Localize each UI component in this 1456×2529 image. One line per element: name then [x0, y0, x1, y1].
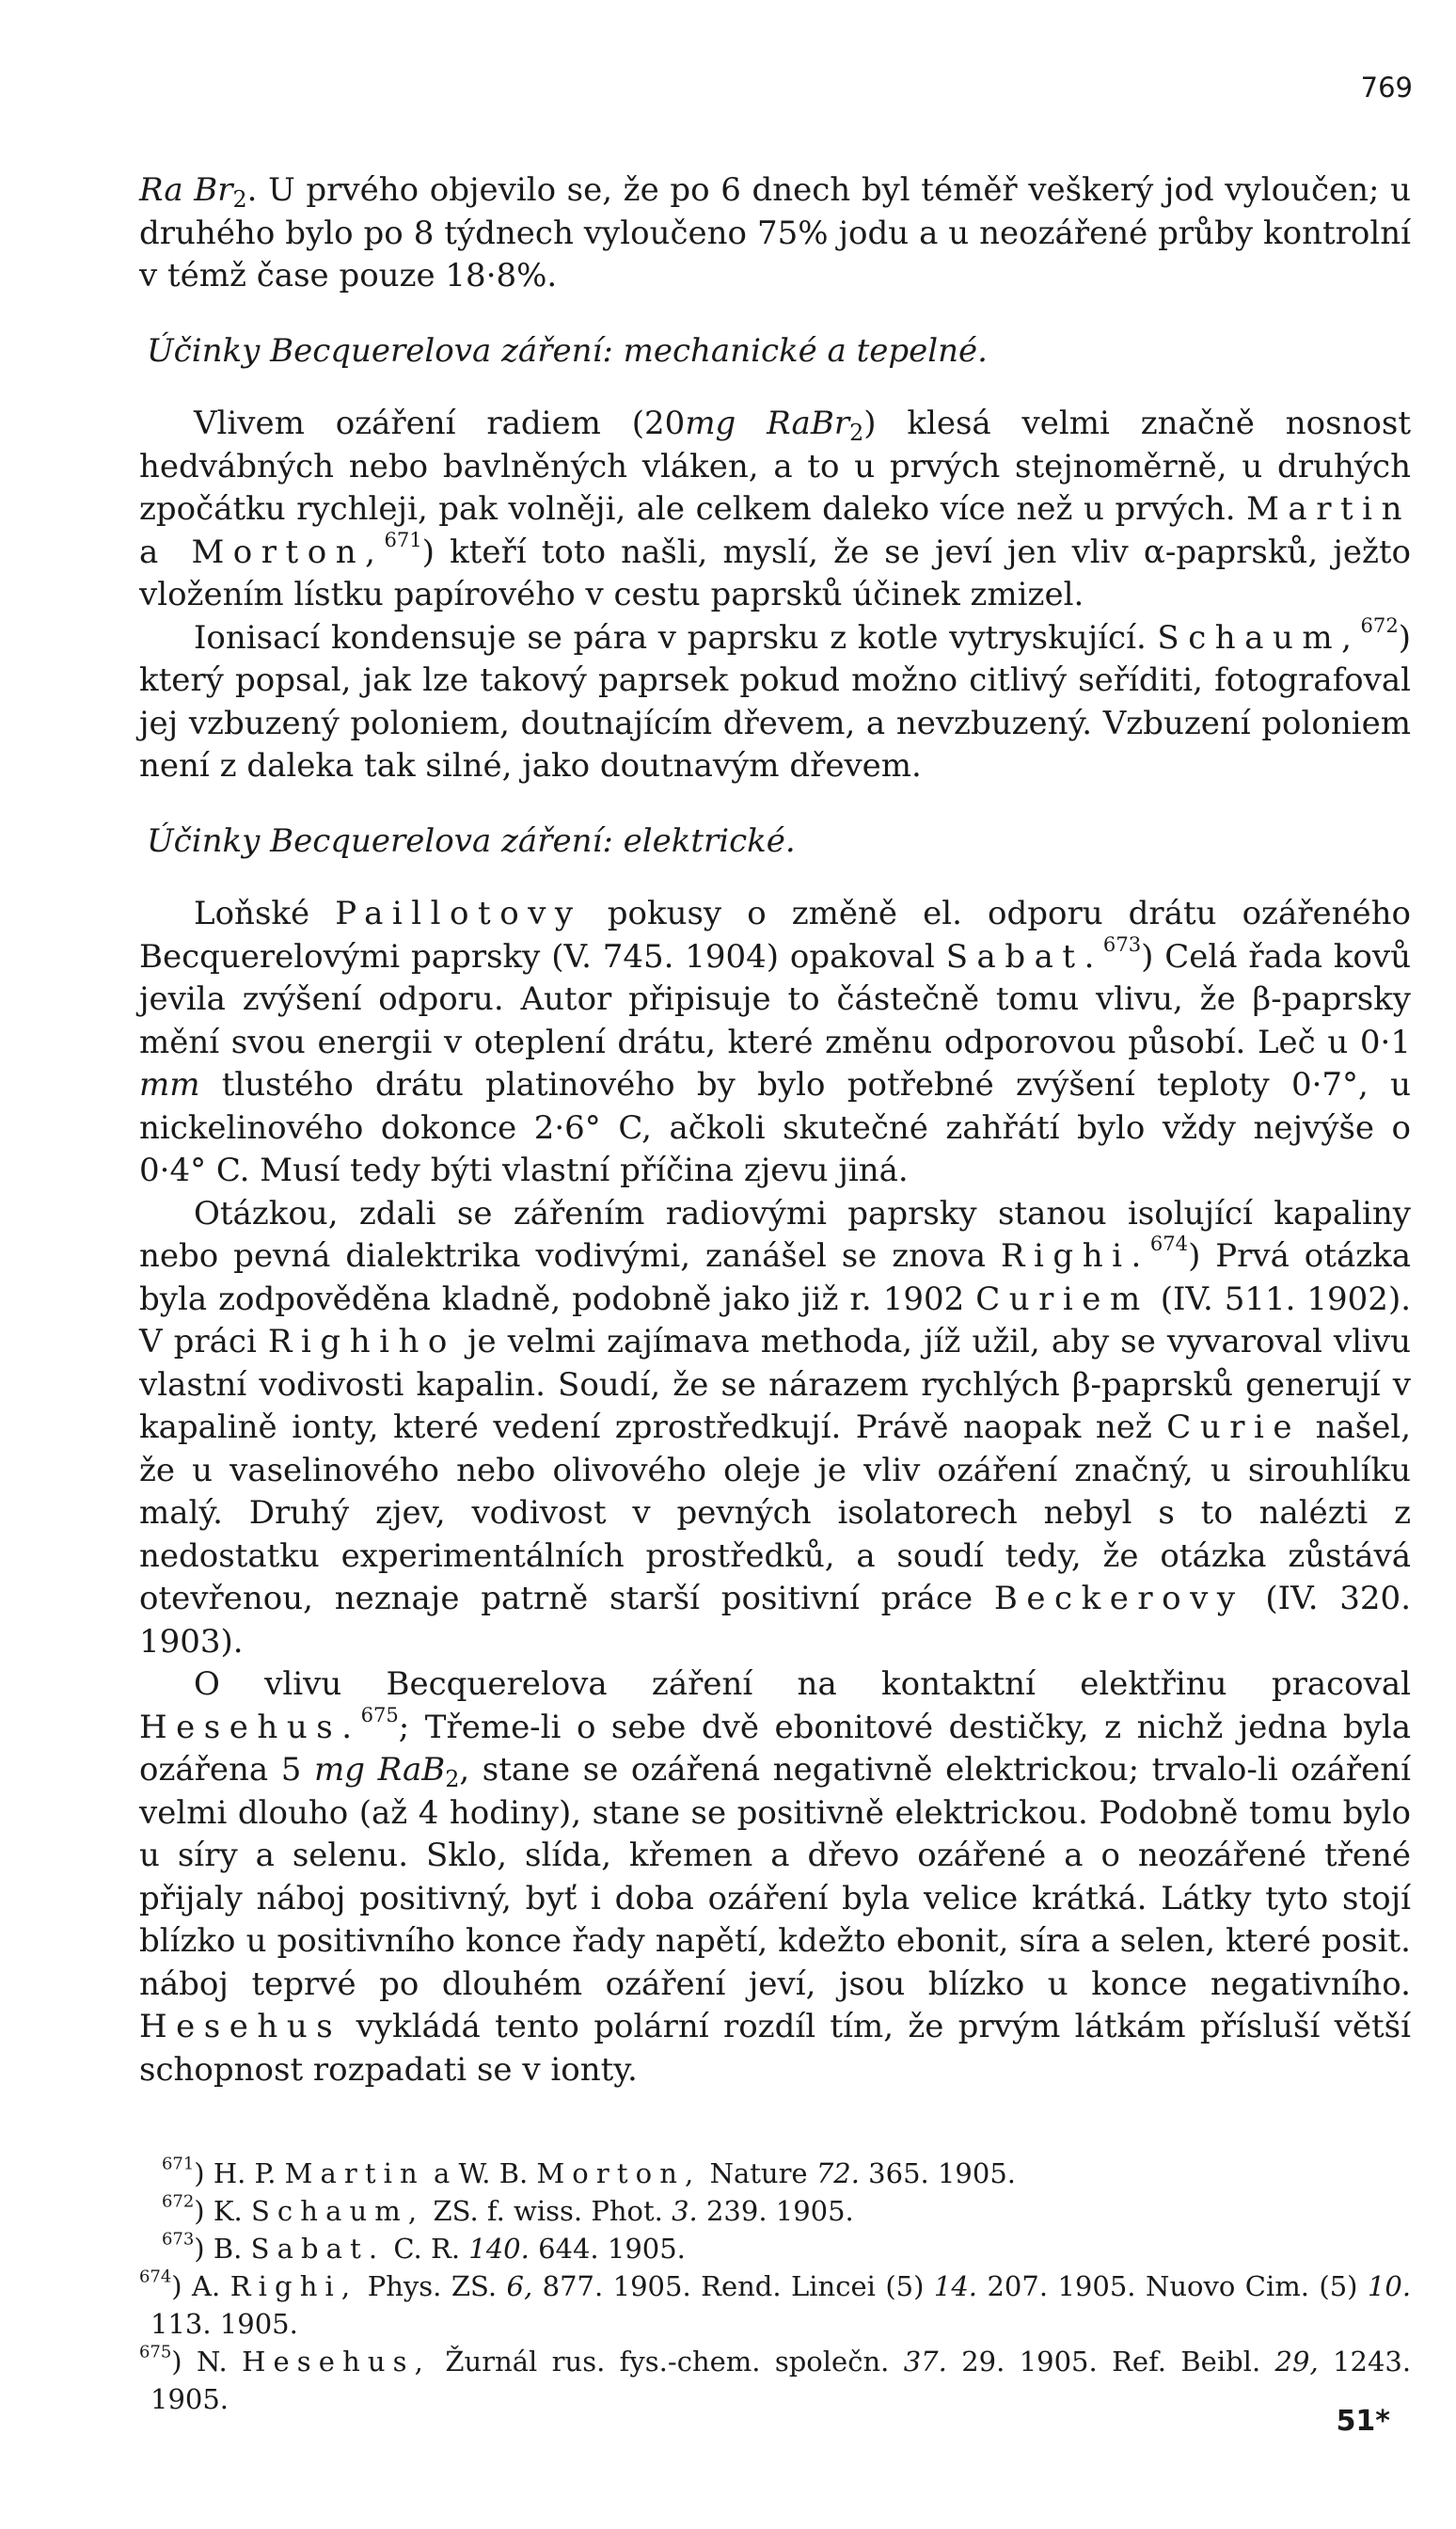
author-name: Curiem: [975, 1280, 1149, 1318]
author-name: Beckerovy: [993, 1580, 1244, 1617]
footnote: $^{671}$) H. P. Martin a W. B. Morton, Nature 72. 365. 1905.: [162, 2154, 1016, 2189]
footnote: $^{674}$) A. Righi, Phys. ZS. 6, 877. 1905. Rend. Lincei (5) 14. 207. 1905. Nuovo Cim. (5) 10. 113. 1905.: [139, 2267, 1412, 2340]
paragraph: Loňské Paillotovy pokusy o změně el. odporu drátu ozářeného Becquerelovými paprsky (V. 745. 1904) opakoval Sabat.$^{673}$) Celá řada kovů jevila zvýšení odporu. Autor připisuje to částečně tomu vlivu, že β-paprsky mění svou energii v oteplení drátu, které změnu odporovou působí. Leč u 0·1 mm tlustého drátu platinového by bylo potřebné zvýšení teploty 0·7°, u nickelinového dokonce 2·6° C, ačkoli skutečné zahřátí bylo vždy nejvýše o 0·4° C. Musí tedy býti vlastní příčina zjevu jiná.: [139, 895, 1412, 1189]
author-name: Sabat.: [945, 937, 1103, 976]
footnote-ref: 674: [1149, 1232, 1189, 1256]
paragraph: O vlivu Becquerelova záření na kontaktní elektřinu pracoval Hesehus.$^{675}$; Třeme-li o sebe dvě ebonitové destičky, z nichž jedna byla ozářena 5 mg RaB$_2$, stane se ozářená negativně elektrickou; trvalo-li ozáření velmi dlouho (až 4 hodiny), stane se positivně elektrickou. Podobně tomu bylo u síry a selenu. Sklo, slída, křemen a dřevo ozářené a o neozářené třené přijaly náboj positivný, byť i doba ozáření byla velice krátká. Látky tyto stojí blízko u positivního konce řady napětí, kdežto ebonit, síra a selen, které posit. náboj teprvé po dlouhém ozáření jeví, jsou blízko u konce negativního. Hesehus vykládá tento polární rozdíl tím, že prvým látkám přísluší větší schopnost rozpadati se v ionty.: [139, 1665, 1412, 2089]
paragraph: Ionisací kondensuje se pára v paprsku z kotle vytryskující. Schaum,$^{672}$) který popsal, jak lze takový paprsek pokud možno citlivý seříditi, fotografoval jej vzbuzený poloniem, doutnajícím dřevem, a nevzbuzený. Vzbuzení poloniem není z daleka tak silné, jako doutnavým dřevem.: [139, 612, 1411, 785]
footnote-ref: 671: [384, 527, 422, 551]
section-heading-mechanical: Účinky Becquerelova záření: mechanické a tepelné.: [147, 331, 988, 370]
footnote-ref: 675: [360, 1702, 399, 1726]
footnote-ref: 673: [1102, 931, 1142, 956]
section-heading-electrical: Účinky Becquerelova záření: elektrické.: [147, 821, 796, 860]
footnote: $^{672}$) K. Schaum, ZS. f. wiss. Phot. 3. 239. 1905.: [162, 2191, 854, 2227]
sheet-signature: 51*: [1336, 2405, 1390, 2438]
author-name: Hesehus.: [139, 1708, 361, 1746]
paragraph: Otázkou, zdali se zářením radiovými paprsky stanou isolující kapaliny nebo pevná dialektrika vodivými, zanášel se znova Righi.$^{674}$) Prvá otázka byla zodpověděna kladně, podobně jako již r. 1902 Curiem (IV. 511. 1902). V práci Righiho je velmi zajímava methoda, jíž užil, aby se vyvaroval vlivu vlastní vodivosti kapalin. Soudí, že se nárazem rychlých β-paprsků generují v kapalině ionty, které vedení zprostředkují. Právě naopak než Curie našel, že u vaselinového nebo olivového oleje je vliv ozáření značný, u sirouhlíku malý. Druhý zjev, vodivost v pevných isolatorech nebyl s to nalézti z nedostatku experimentálních prostředků, a soudí tedy, že otázka zůstává otevřenou, neznaje patrně starší positivní práce Beckerovy (IV. 320. 1903).: [139, 1194, 1412, 1661]
footnote: $^{675}$) N. Hesehus, Žurnál rus. fys.-chem. společn. 37. 29. 1905. Ref. Beibl. 29, 1243. 1905.: [139, 2342, 1412, 2415]
author-name: Righiho: [267, 1323, 456, 1360]
footnote-ref: 672: [1360, 612, 1399, 637]
page-number: 769: [1360, 72, 1413, 103]
author-name: Schaum,: [1157, 618, 1361, 657]
paragraph: Vlivem ozáření radiem (20mg RaBr$_2$) klesá velmi značně nosnost hedvábných nebo bavlněných vláken, a to u prvých stejnoměrně, u druhých zpočátku rychleji, pak volněji, ale celkem daleko více než u prvých. Martin a Morton,$^{671}$) kteří toto našli, myslí, že se jeví jen vliv α-paprsků, ježto vložením lístku papírového v cestu paprsků účinek zmizel.: [139, 405, 1411, 613]
author-name: Hesehus: [139, 2008, 342, 2045]
author-name: Martin a Morton,: [139, 490, 1411, 571]
footnote: $^{673}$) B. Sabat. C. R. 140. 644. 1905.: [162, 2229, 686, 2265]
author-name: Paillotovy: [335, 895, 582, 932]
body-text: [139, 169, 1411, 2092]
footnotes: [139, 2155, 1411, 2418]
author-name: Righi.: [1000, 1237, 1150, 1275]
paragraph: Ra $Br_2$. U prvého objevilo se, že po 6 dnech byl téměř veškerý jod vyloučen; u druhého bylo po 8 týdnech vyloučeno 75% jodu a u neozářené průby kontrolní v témž čase pouze 18·8%.: [139, 171, 1412, 294]
author-name: Curie: [1166, 1408, 1302, 1446]
